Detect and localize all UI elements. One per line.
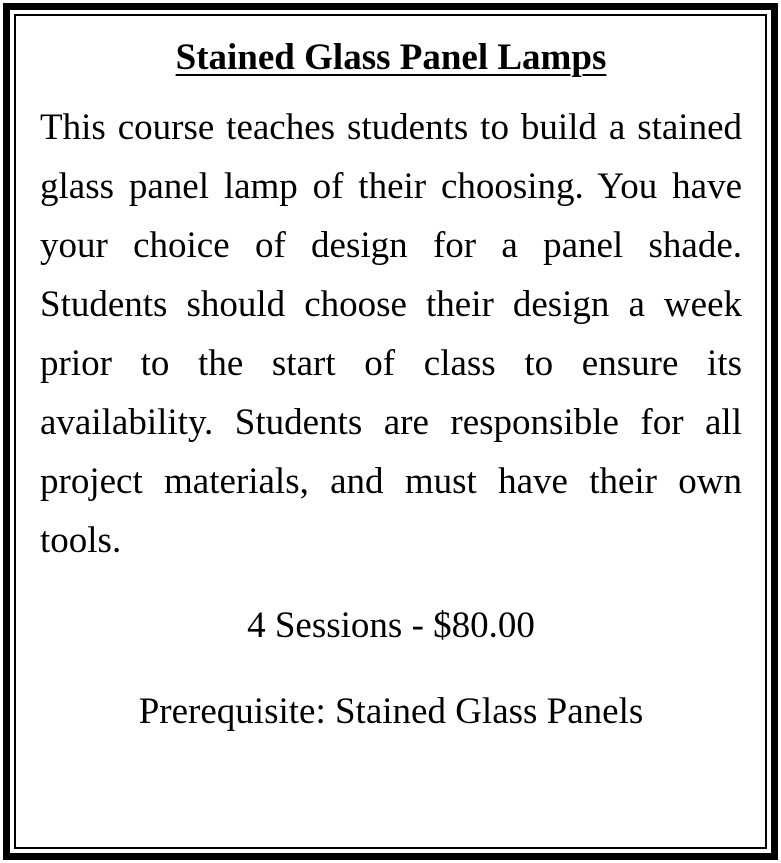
- course-title-text: Stained Glass Panel Lamps: [175, 37, 607, 78]
- course-content: [40, 30, 742, 740]
- sessions-and-price: 4 Sessions - $80.00: [247, 605, 535, 646]
- course-description: This course teaches students to build a stained glass panel lamp of their choosing. You have your choice of design for a panel shade. Students should choose their design a week prior to the start of class to ensure its availability. Students are responsible for all project materials, and must have their own tools.: [40, 107, 742, 561]
- course-title: [40, 30, 742, 86]
- prerequisite: Prerequisite: Stained Glass Panels: [138, 691, 644, 732]
